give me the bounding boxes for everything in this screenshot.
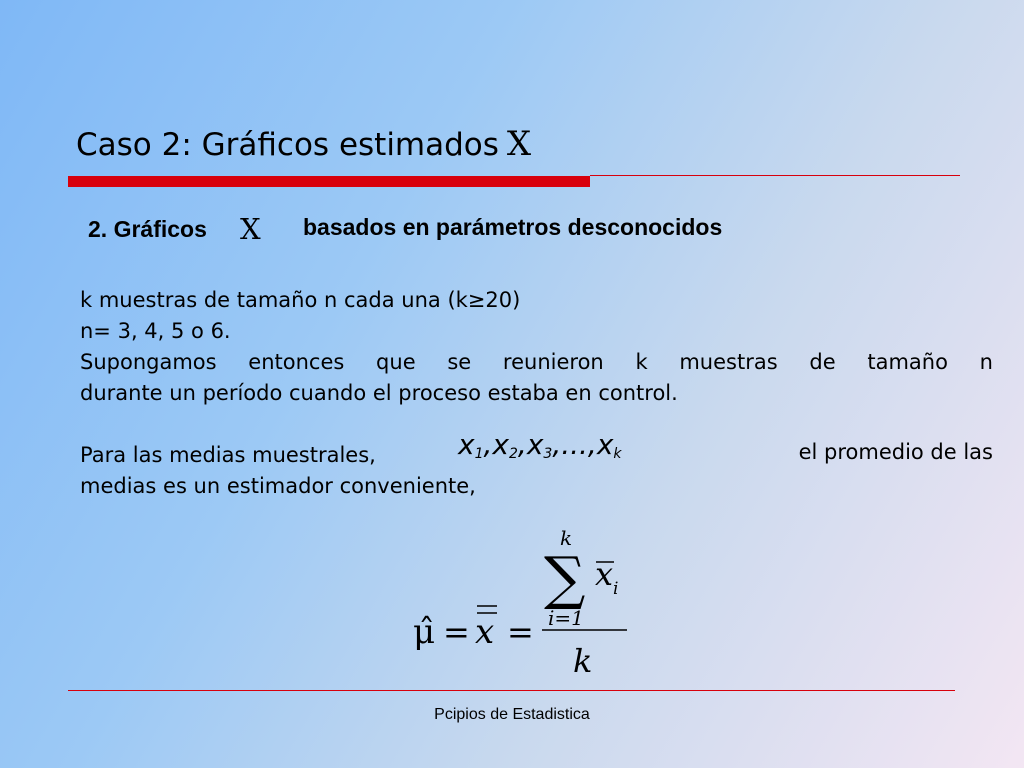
summation-sign: ∑: [544, 544, 586, 612]
denominator-k: k: [573, 642, 593, 680]
seq-sub-k: k: [613, 446, 622, 462]
paragraph-2-line-2: medias es un estimador conveniente,: [80, 474, 476, 498]
seq-x3: x: [526, 428, 544, 461]
sample-means-sequence: [458, 428, 622, 462]
text-line-3: Supongamos entonces que se reunieron k muestras de tamaño n: [80, 350, 993, 374]
title-underline-thin: [590, 175, 960, 176]
text-line-4: durante un período cuando el proceso estaba en control.: [80, 381, 678, 405]
seq-sub-1: 1: [474, 446, 484, 462]
seq-ellipsis: ...,: [561, 428, 597, 461]
seq-comma: ,: [552, 428, 562, 461]
sum-term-x: x: [595, 555, 614, 593]
seq-x1: x: [458, 428, 475, 461]
sum-lower-limit: i=1: [548, 606, 584, 630]
subtitle-prefix: 2. Gráficos: [88, 216, 207, 242]
title-x-symbol: X: [506, 124, 532, 164]
text-line-2: n= 3, 4, 5 o 6.: [80, 319, 231, 343]
paragraph-2-end: el promedio de las: [798, 440, 993, 464]
footer-divider: [68, 690, 955, 691]
slide-title: [76, 124, 531, 164]
footer-text: Pcipios de Estadistica: [434, 706, 590, 723]
sum-upper-limit: k: [560, 526, 573, 550]
equals-1: =: [443, 613, 470, 651]
seq-xk: x: [596, 428, 614, 461]
text-line-1: k muestras de tamaño n cada una (k≥20): [80, 288, 521, 312]
mean-estimator-formula: [405, 520, 635, 685]
x-double-bar: x: [475, 612, 495, 652]
paragraph-2-start: Para las medias muestrales,: [80, 443, 376, 467]
sum-term-sub: i: [613, 579, 619, 599]
seq-comma: ,: [517, 428, 527, 461]
subtitle-suffix: basados en parámetros desconocidos: [303, 214, 723, 240]
seq-sub-2: 2: [508, 446, 518, 462]
seq-comma: ,: [483, 428, 493, 461]
seq-sub-3: 3: [543, 446, 553, 462]
slide-title-text: Caso 2: Gráficos estimados: [76, 127, 499, 163]
equals-2: =: [507, 613, 534, 651]
mu-hat: μ̂: [413, 612, 436, 652]
subtitle-x-symbol: X: [240, 212, 261, 246]
title-underline-bar: [68, 176, 590, 187]
seq-x2: x: [492, 428, 509, 461]
